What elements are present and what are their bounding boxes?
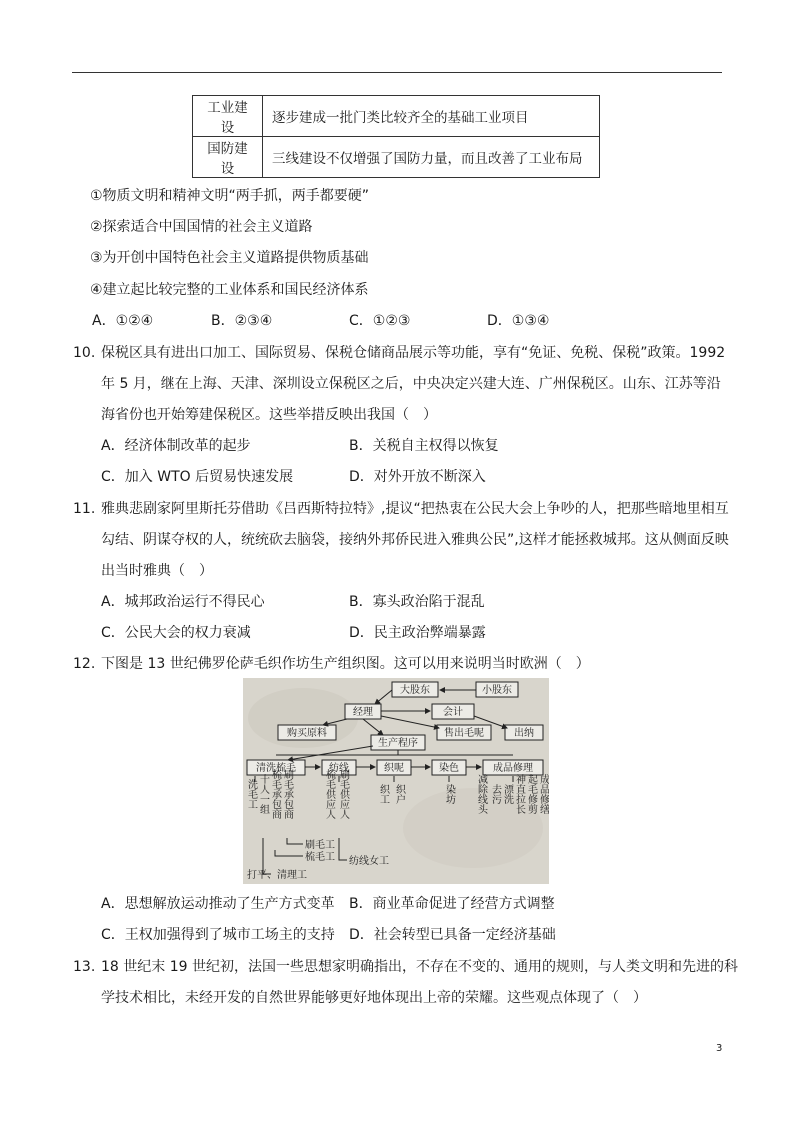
q12-option-c[interactable]: C．王权加强得到了城市工场主的支持 [101, 927, 335, 943]
org-chart-figure [243, 678, 549, 884]
node-zhini: 织呢 [384, 763, 404, 774]
worker-11: 去污 [489, 784, 501, 804]
q11-line-2: 勾结、阴谋夺权的人，统统砍去脑袋，接纳外邦侨民进入雅典公民”,这样才能拯救城邦。这从侧面反映 [101, 532, 729, 548]
q9-item-1: ①物质文明和精神文明“两手抓，两手都要硬” [90, 188, 370, 204]
sub-2: 梳毛工 [305, 852, 335, 863]
worker-2: 十人一组 [257, 774, 269, 814]
q13-line-2: 学技术相比，未经开发的自然世界能够更好地体现出上帝的荣耀。这些观点体现了（ ） [101, 990, 647, 1006]
q10-option-d[interactable]: D．对外开放不断深入 [349, 469, 486, 485]
worker-13: 神直拉长 [513, 774, 525, 814]
q9-item-2: ②探索适合中国国情的社会主义道路 [90, 219, 313, 235]
node-shengchan: 生产程序 [378, 738, 418, 749]
node-fangxian: 纺线 [329, 763, 349, 774]
node-shouchu: 售出毛呢 [444, 728, 484, 739]
q10-line-3: 海省份也开始筹建保税区。这些举措反映出我国（ ） [101, 407, 437, 423]
node-chuna: 出纳 [514, 728, 534, 739]
q12-option-d[interactable]: D．社会转型已具备一定经济基础 [349, 927, 556, 943]
worker-7: 织工 [377, 784, 389, 804]
q10-number: 10. [73, 345, 96, 361]
node-dagudong: 大股东 [400, 685, 430, 696]
worker-15: 成品修缮 [537, 774, 549, 814]
q11-line-3: 出当时雅典（ ） [101, 563, 213, 579]
table-key: 工业建设 [193, 96, 263, 137]
q10-line-1: 保税区具有进出口加工、国际贸易、保税仓储商品展示等功能，享有“免证、免税、保税”政策。1992 [101, 345, 726, 361]
q9-option-b[interactable]: B．②③④ [211, 313, 273, 329]
page-number: 3 [716, 1043, 723, 1054]
q13-number: 13. [73, 959, 96, 975]
sub-4: 纺线女工 [349, 856, 389, 867]
q11-option-c[interactable]: C．公民大会的权力衰减 [101, 625, 251, 641]
q10-option-b[interactable]: B．关税自主权得以恢复 [349, 438, 499, 454]
q9-item-3: ③为开创中国特色社会主义道路提供物质基础 [90, 250, 369, 266]
q9-option-a[interactable]: A．①②④ [92, 313, 154, 329]
node-xiaogudong: 小股东 [482, 685, 512, 696]
q12-option-b[interactable]: B．商业革命促进了经营方式调整 [349, 896, 555, 912]
table-value: 逐步建成一批门类比较齐全的基础工业项目 [263, 96, 600, 137]
q9-item-4: ④建立起比较完整的工业体系和国民经济体系 [90, 282, 369, 298]
q11-option-b[interactable]: B．寡头政治陷于混乱 [349, 594, 485, 610]
table-value: 三线建设不仅增强了国防力量，而且改善了工业布局 [263, 137, 600, 178]
q10-option-c[interactable]: C．加入 WTO 后贸易快速发展 [101, 469, 294, 485]
node-jingli: 经理 [353, 707, 373, 718]
q13-line-1: 18 世纪末 19 世纪初，法国一些思想家明确指出，不存在不变的、通用的规则，与人类文明和先进的科 [101, 959, 738, 975]
q10-line-2: 年 5 月，继在上海、天津、深圳设立保税区之后，中央决定兴建大连、广州保税区。山东、江苏等沿 [101, 376, 721, 392]
worker-12: 漂洗 [501, 784, 513, 804]
node-kuaiji: 会计 [443, 707, 463, 718]
node-qingxi: 清洗梳毛 [256, 763, 296, 774]
org-chart-svg [243, 678, 549, 884]
q11-option-a[interactable]: A．城邦政治运行不得民心 [101, 594, 265, 610]
q12-number: 12. [73, 656, 96, 672]
worker-8: 织户 [393, 784, 405, 804]
header-rule [72, 72, 722, 73]
q11-option-d[interactable]: D．民主政治弊端暴露 [349, 625, 486, 641]
q9-option-c[interactable]: C．①②③ [349, 313, 411, 329]
table-key: 国防建设 [193, 137, 263, 178]
info-table [192, 95, 600, 178]
worker-9: 染坊 [443, 784, 455, 804]
node-goumai: 购买原料 [287, 728, 327, 739]
worker-6: 刷毛供应人 [337, 769, 349, 819]
q10-option-a[interactable]: A．经济体制改革的起步 [101, 438, 251, 454]
node-ranse: 染色 [439, 763, 459, 774]
node-chengpin: 成品修理 [493, 763, 533, 774]
worker-10: 减除线头 [475, 774, 487, 814]
sub-1: 刷毛工 [305, 840, 335, 851]
q9-option-d[interactable]: D．①③④ [487, 313, 550, 329]
worker-5: 梳毛供应人 [323, 769, 335, 819]
table-row [193, 96, 600, 137]
worker-1: 洗毛工 [245, 779, 257, 809]
table-row [193, 137, 600, 178]
q11-line-1: 雅典悲剧家阿里斯托芬借助《吕西斯特拉特》,提议“把热衷在公民大会上争吵的人，把那些暗地里相互 [101, 501, 729, 517]
worker-4: 刷毛承包商 [281, 769, 293, 819]
q11-number: 11. [73, 501, 96, 517]
q12-option-a[interactable]: A．思想解放运动推动了生产方式变革 [101, 896, 335, 912]
worker-14: 起毛修剪 [525, 774, 537, 814]
worker-3: 梳毛承包商 [269, 769, 281, 819]
sub-3: 打平、清理工 [247, 870, 307, 881]
q12-line-1: 下图是 13 世纪佛罗伦萨毛织作坊生产组织图。这可以用来说明当时欧洲（ ） [101, 656, 590, 672]
